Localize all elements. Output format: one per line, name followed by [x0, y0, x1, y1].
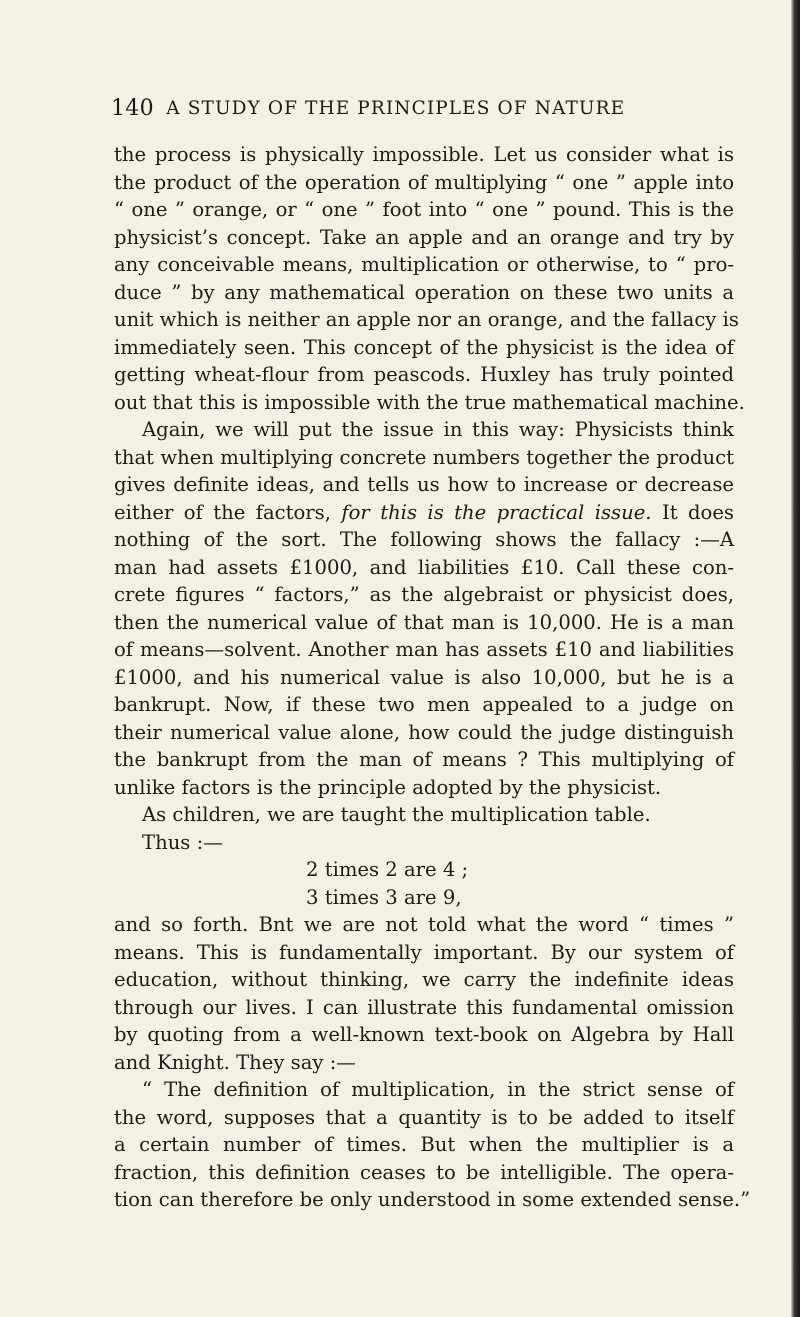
text-segment: either of the factors, [114, 500, 331, 524]
italic-phrase: for this is the practical issue. [341, 500, 652, 524]
text-line: of means—solvent. Another man has assets £10 and liabilities [114, 638, 734, 661]
text-line: “ one ” orange, or “ one ” foot into “ one ” pound. This is the [114, 198, 734, 221]
quotation-line: a certain number of times. But when the multiplier is a [114, 1133, 734, 1156]
text-line: by quoting from a well-known text-book on Algebra by Hall [114, 1023, 734, 1046]
text-line: immediately seen. This concept of the physicist is the idea of [114, 335, 734, 359]
text-line: £1000, and his numerical value is also 10,000, but he is a [114, 665, 734, 689]
paragraph-end-line: and Knight. They say :— [114, 1050, 356, 1074]
quotation-start-line: “ The definition of multiplication, in the strict sense of [142, 1078, 734, 1101]
text-line: education, without thinking, we carry the indefinite ideas [114, 968, 734, 991]
text-line: physicist’s concept. Take an apple and an orange and try by [114, 225, 734, 249]
text-line: bankrupt. Now, if these two men appealed to a judge on [114, 693, 734, 716]
text-line: out that this is impossible with the true mathematical machine. [114, 390, 745, 414]
text-line: their numerical value alone, how could the judge distinguish [114, 720, 734, 744]
text-line: getting wheat-flour from peascods. Huxley has truly pointed [114, 363, 734, 386]
text-line: gives definite ideas, and tells us how to increase or decrease [114, 473, 734, 496]
multiplication-example: 2 times 2 are 4 ; [306, 858, 469, 881]
thus-line: Thus :— [142, 830, 223, 854]
text-line: then the numerical value of that man is 10,000. He is a man [114, 610, 734, 634]
text-segment: It does [661, 500, 734, 524]
paragraph-start-line: As children, we are taught the multiplication table. [142, 803, 651, 826]
quotation-line: fraction, this definition ceases to be intelligible. The opera- [114, 1160, 734, 1184]
text-line: man had assets £1000, and liabilities £10. Call these con- [114, 555, 734, 579]
text-line: the bankrupt from the man of means ? This multiplying of [114, 748, 734, 771]
page-edge-shadow [791, 0, 800, 1317]
page-header [111, 96, 671, 130]
text-line: nothing of the sort. The following shows the fallacy :—A [114, 528, 734, 551]
text-line: that when multiplying concrete numbers together the product [114, 445, 734, 469]
quotation-end-line: tion can therefore be only understood in some extended sense.” [114, 1188, 751, 1211]
text-line: any conceivable means, multiplication or otherwise, to “ pro- [114, 253, 734, 276]
body-text [114, 141, 751, 1214]
page-number: 140 [111, 96, 154, 121]
text-line: through our lives. I can illustrate this fundamental omission [114, 995, 734, 1019]
text-line: duce ” by any mathematical operation on these two units a [114, 280, 734, 304]
multiplication-example: 3 times 3 are 9, [306, 885, 462, 909]
paragraph-end-line: unlike factors is the principle adopted by the physicist. [114, 775, 662, 799]
paragraph-start-line: Again, we will put the issue in this way: Physicists think [142, 418, 734, 441]
text-line: means. This is fundamentally important. By our system of [114, 940, 734, 964]
text-line: the product of the operation of multiplying “ one ” apple into [114, 170, 734, 194]
running-title: A STUDY OF THE PRINCIPLES OF NATURE [166, 98, 626, 119]
text-line: unit which is neither an apple nor an orange, and the fallacy is [114, 308, 739, 331]
text-line: and so forth. Bnt we are not told what the word “ times ” [114, 913, 734, 936]
text-line: crete figures “ factors,” as the algebraist or physicist does, [114, 583, 734, 606]
text-line: the process is physically impossible. Let us consider what is [114, 143, 734, 166]
quotation-line: the word, supposes that a quantity is to be added to itself [114, 1105, 734, 1129]
mixed-style-line [114, 499, 734, 527]
